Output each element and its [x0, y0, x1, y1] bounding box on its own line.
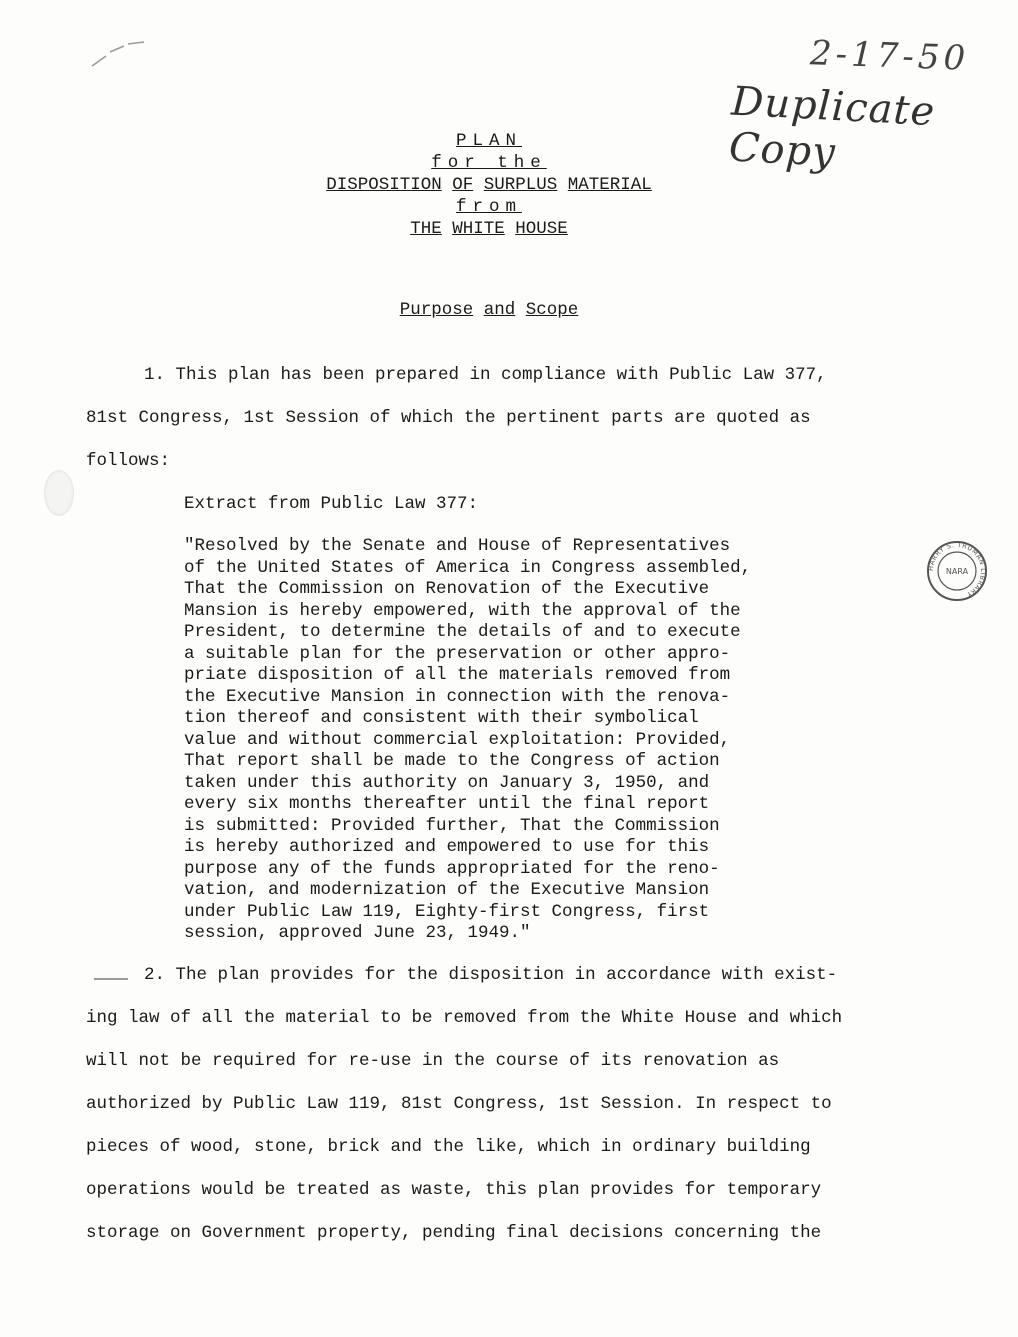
section-heading: Purpose and Scope	[399, 300, 579, 320]
extract-label: Extract from Public Law 377:	[184, 494, 479, 514]
pencil-tick-mark	[88, 40, 148, 70]
law-quote: "Resolved by the Senate and House of Representatives of the United States of America in Congress assembled, That the Commission on Renovation of the Executive Mansion is hereby empowered, with the approval of the President, to determine the details of and to execute a suitable plan for the preservation or other appro- priate disposition of all the materials removed from the Executive Mansion in connection with the renova- tion thereof and consistent with their symbolical value and without commercial exploitation: Provided, That report shall be made to the Congress of action taken under this authority on January 3, 1950, and every six months thereafter until the final report is submitted: Provided further, That the Commission is hereby authorized and empowered to use for this purpose any of the funds appropriated for the reno- vation, and modernization of the Executive Mansion under Public Law 119, Eighty-first Congress, first session, approved June 23, 1949."	[184, 536, 752, 943]
title-line-2: for the	[431, 153, 547, 173]
handwritten-date: 2-17-50	[809, 33, 970, 79]
stamp-center-text: NARA	[945, 567, 969, 576]
title-line-3: DISPOSITION OF SURPLUS MATERIAL	[326, 175, 652, 195]
document-title	[0, 130, 978, 240]
paragraph-1: 1. This plan has been prepared in compliance with Public Law 377, 81st Congress, 1st Session of which the pertinent parts are quoted as follows:	[86, 365, 827, 471]
punch-hole	[44, 470, 74, 516]
title-line-5: THE WHITE HOUSE	[410, 219, 568, 239]
stamp-ring-text: HARRY S. TRUMAN LIBRARY	[926, 540, 988, 599]
paragraph-2: 2. The plan provides for the disposition in accordance with exist- ing law of all the material to be removed from the White House and which will not be required for re-use in the course of its renovation as authorized by Public Law 119, 81st Congress, 1st Session. In respect to pieces of wood, stone, brick and the like, which in ordinary building operations would be treated as waste, this plan provides for temporary storage on Government property, pending final decisions concerning the	[86, 965, 843, 1243]
library-stamp	[926, 540, 988, 602]
title-line-1: PLAN	[455, 131, 522, 151]
handwritten-note: Duplicate Copy	[727, 78, 937, 176]
title-line-4: from	[455, 197, 522, 217]
